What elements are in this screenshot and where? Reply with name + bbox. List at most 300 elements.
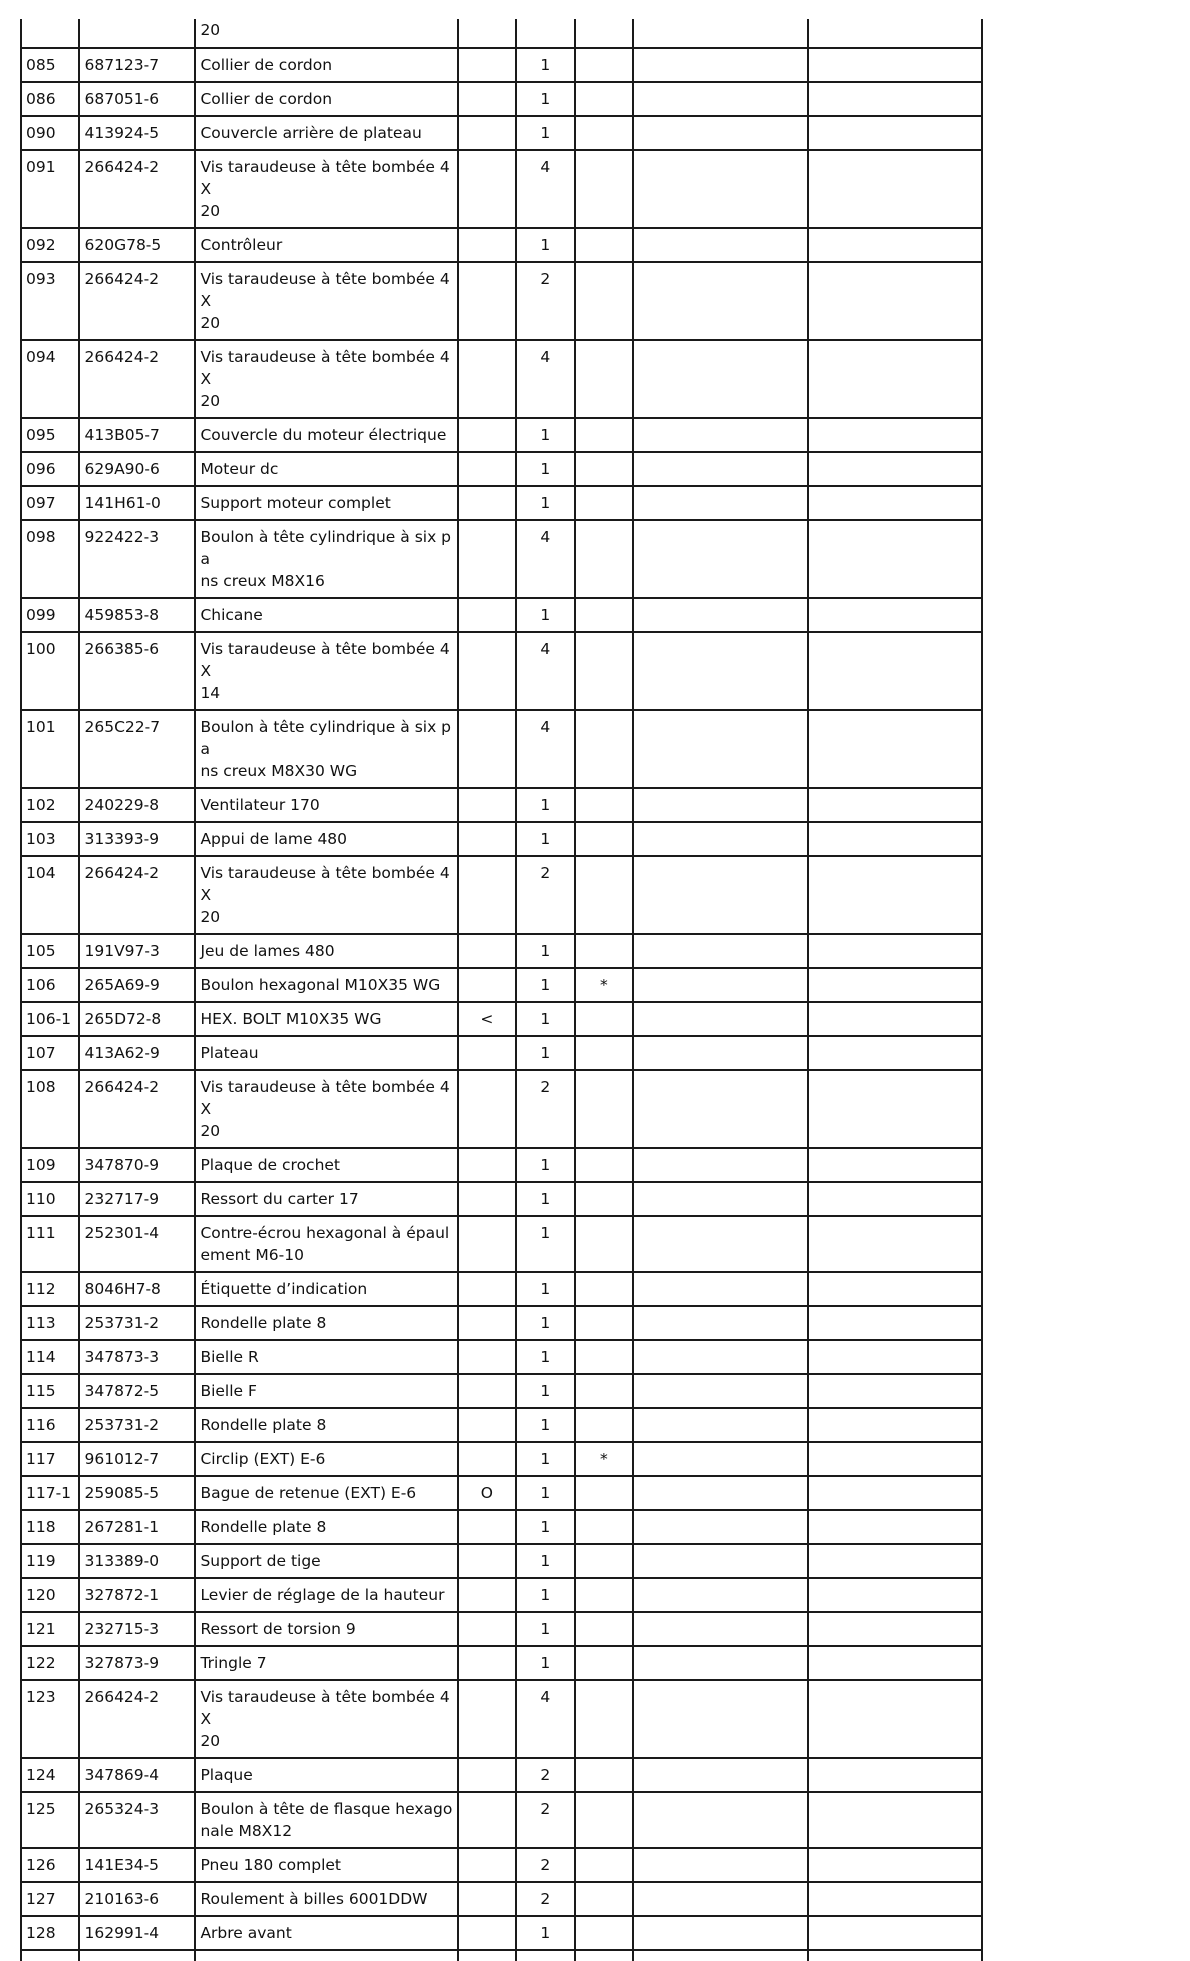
note-cell [575, 934, 633, 968]
blank-cell [633, 1476, 807, 1510]
blank-cell [633, 968, 807, 1002]
quantity-cell: 2 [516, 262, 574, 340]
item-number-cell: 086 [21, 82, 79, 116]
item-number-cell: 126 [21, 1848, 79, 1882]
blank-cell [633, 150, 807, 228]
note-cell [575, 1272, 633, 1306]
part-number-cell: 347869-4 [79, 1758, 195, 1792]
description-cell: Vis taraudeuse à tête bombée 4X 20 [195, 150, 457, 228]
blank-cell [808, 1578, 983, 1612]
note-cell: * [575, 968, 633, 1002]
quantity-cell: 1 [516, 788, 574, 822]
item-number-cell: 091 [21, 150, 79, 228]
table-row [21, 116, 982, 150]
quantity-cell: 1 [516, 1374, 574, 1408]
quantity-cell: 1 [516, 116, 574, 150]
quantity-cell: 1 [516, 1578, 574, 1612]
parts-table [20, 19, 983, 1961]
table-row [21, 228, 982, 262]
table-row [21, 418, 982, 452]
blank-cell [808, 968, 983, 1002]
table-row [21, 822, 982, 856]
flag-cell [458, 150, 516, 228]
quantity-cell: 1 [516, 1216, 574, 1272]
blank-cell [808, 856, 983, 934]
blank-cell [808, 934, 983, 968]
blank-cell [808, 1374, 983, 1408]
quantity-cell: 1 [516, 1476, 574, 1510]
description-cell: Étiquette d’indication [195, 1272, 457, 1306]
quantity-cell: 1 [516, 82, 574, 116]
description-cell: Appui de lame 480 [195, 822, 457, 856]
description-cell: Arbre avant [195, 1916, 457, 1950]
empty-cell [808, 1950, 983, 1961]
empty-cell [633, 1950, 807, 1961]
note-cell [575, 1646, 633, 1680]
blank-cell [633, 1070, 807, 1148]
item-number-cell: 128 [21, 1916, 79, 1950]
note-cell [575, 1306, 633, 1340]
description-cell: Vis taraudeuse à tête bombée 4X 20 [195, 262, 457, 340]
blank-cell [633, 1848, 807, 1882]
blank-cell [808, 1646, 983, 1680]
flag-cell [458, 520, 516, 598]
blank-cell [633, 486, 807, 520]
table-row [21, 934, 982, 968]
part-number-cell: 922422-3 [79, 520, 195, 598]
empty-cell [458, 1950, 516, 1961]
blank-cell [808, 1848, 983, 1882]
flag-cell [458, 1306, 516, 1340]
item-number-cell: 117 [21, 1442, 79, 1476]
part-number-cell: 327872-1 [79, 1578, 195, 1612]
item-number-cell [21, 19, 79, 48]
empty-cell [195, 1950, 457, 1961]
description-cell: Boulon à tête cylindrique à six pa ns creux M8X30 WG [195, 710, 457, 788]
flag-cell [458, 48, 516, 82]
table-row [21, 968, 982, 1002]
note-cell [575, 82, 633, 116]
flag-cell [458, 1374, 516, 1408]
item-number-cell: 117-1 [21, 1476, 79, 1510]
flag-cell [458, 116, 516, 150]
item-number-cell: 110 [21, 1182, 79, 1216]
blank-cell [808, 1182, 983, 1216]
description-cell: Bielle R [195, 1340, 457, 1374]
blank-cell [633, 48, 807, 82]
table-row [21, 1070, 982, 1148]
blank-cell [808, 1272, 983, 1306]
description-cell: Support de tige [195, 1544, 457, 1578]
flag-cell [458, 340, 516, 418]
note-cell [575, 262, 633, 340]
item-number-cell: 127 [21, 1882, 79, 1916]
blank-cell [633, 262, 807, 340]
blank-cell [633, 598, 807, 632]
table-row [21, 452, 982, 486]
description-cell: Ressort du carter 17 [195, 1182, 457, 1216]
note-cell [575, 418, 633, 452]
blank-cell [808, 1340, 983, 1374]
quantity-cell: 1 [516, 1510, 574, 1544]
note-cell [575, 1070, 633, 1148]
note-cell [575, 150, 633, 228]
blank-cell [633, 82, 807, 116]
quantity-cell: 1 [516, 1148, 574, 1182]
description-cell: Ressort de torsion 9 [195, 1612, 457, 1646]
table-row [21, 1680, 982, 1758]
blank-cell [633, 1442, 807, 1476]
item-number-cell: 116 [21, 1408, 79, 1442]
quantity-cell: 1 [516, 1036, 574, 1070]
part-number-cell [79, 19, 195, 48]
blank-cell [808, 486, 983, 520]
flag-cell [458, 1272, 516, 1306]
quantity-cell: 1 [516, 1408, 574, 1442]
description-cell: Levier de réglage de la hauteur [195, 1578, 457, 1612]
table-row [21, 1148, 982, 1182]
flag-cell [458, 1848, 516, 1882]
quantity-cell: 1 [516, 228, 574, 262]
table-row [21, 1544, 982, 1578]
flag-cell [458, 1036, 516, 1070]
note-cell [575, 1408, 633, 1442]
blank-cell [633, 934, 807, 968]
item-number-cell: 096 [21, 452, 79, 486]
quantity-cell: 1 [516, 822, 574, 856]
note-cell [575, 598, 633, 632]
blank-cell [808, 82, 983, 116]
item-number-cell: 100 [21, 632, 79, 710]
table-row [21, 1408, 982, 1442]
note-cell [575, 452, 633, 486]
item-number-cell: 114 [21, 1340, 79, 1374]
description-cell: Rondelle plate 8 [195, 1408, 457, 1442]
flag-cell [458, 1148, 516, 1182]
blank-cell [808, 48, 983, 82]
item-number-cell: 119 [21, 1544, 79, 1578]
item-number-cell: 095 [21, 418, 79, 452]
note-cell [575, 486, 633, 520]
blank-cell [633, 1510, 807, 1544]
blank-cell [808, 1216, 983, 1272]
description-cell: Moteur dc [195, 452, 457, 486]
item-number-cell: 103 [21, 822, 79, 856]
note-cell [575, 228, 633, 262]
table-row [21, 1216, 982, 1272]
part-number-cell: 347873-3 [79, 1340, 195, 1374]
part-number-cell: 267281-1 [79, 1510, 195, 1544]
table-row [21, 1882, 982, 1916]
description-cell: Rondelle plate 8 [195, 1306, 457, 1340]
flag-cell [458, 1646, 516, 1680]
flag-cell [458, 1510, 516, 1544]
table-row [21, 1646, 982, 1680]
blank-cell [633, 452, 807, 486]
part-number-cell: 266424-2 [79, 262, 195, 340]
blank-cell [633, 520, 807, 598]
item-number-cell: 115 [21, 1374, 79, 1408]
table-row [21, 520, 982, 598]
item-number-cell: 092 [21, 228, 79, 262]
item-number-cell: 109 [21, 1148, 79, 1182]
quantity-cell: 1 [516, 1182, 574, 1216]
flag-cell [458, 1070, 516, 1148]
part-number-cell: 327873-9 [79, 1646, 195, 1680]
quantity-cell: 1 [516, 598, 574, 632]
quantity-cell: 4 [516, 1680, 574, 1758]
flag-cell [458, 934, 516, 968]
blank-cell [808, 1916, 983, 1950]
flag-cell [458, 19, 516, 48]
table-row [21, 1442, 982, 1476]
blank-cell [808, 1070, 983, 1148]
note-cell [575, 1002, 633, 1036]
part-number-cell: 687051-6 [79, 82, 195, 116]
note-cell [575, 1882, 633, 1916]
note-cell [575, 1680, 633, 1758]
description-cell: Collier de cordon [195, 82, 457, 116]
note-cell [575, 19, 633, 48]
part-number-cell: 265A69-9 [79, 968, 195, 1002]
flag-cell [458, 1882, 516, 1916]
description-cell: Chicane [195, 598, 457, 632]
table-row [21, 632, 982, 710]
description-cell: Contrôleur [195, 228, 457, 262]
blank-cell [633, 340, 807, 418]
quantity-cell: 1 [516, 934, 574, 968]
item-number-cell: 099 [21, 598, 79, 632]
quantity-cell: 1 [516, 48, 574, 82]
item-number-cell: 120 [21, 1578, 79, 1612]
description-cell: Vis taraudeuse à tête bombée 4X 20 [195, 340, 457, 418]
quantity-cell: 1 [516, 418, 574, 452]
table-row [21, 1272, 982, 1306]
description-cell: Plaque de crochet [195, 1148, 457, 1182]
part-number-cell: 232717-9 [79, 1182, 195, 1216]
table-row [21, 1476, 982, 1510]
flag-cell [458, 822, 516, 856]
item-number-cell: 125 [21, 1792, 79, 1848]
description-cell: Collier de cordon [195, 48, 457, 82]
flag-cell [458, 598, 516, 632]
description-cell: 20 [195, 19, 457, 48]
part-number-cell: 141H61-0 [79, 486, 195, 520]
description-cell: Bague de retenue (EXT) E-6 [195, 1476, 457, 1510]
description-cell: Rondelle plate 8 [195, 1510, 457, 1544]
quantity-cell [516, 19, 574, 48]
blank-cell [808, 1036, 983, 1070]
flag-cell [458, 856, 516, 934]
quantity-cell: 1 [516, 1442, 574, 1476]
flag-cell [458, 1182, 516, 1216]
blank-cell [633, 1306, 807, 1340]
note-cell [575, 1340, 633, 1374]
blank-cell [808, 788, 983, 822]
quantity-cell: 1 [516, 486, 574, 520]
quantity-cell: 2 [516, 1070, 574, 1148]
blank-cell [808, 1442, 983, 1476]
quantity-cell: 1 [516, 1916, 574, 1950]
blank-cell [633, 632, 807, 710]
note-cell [575, 788, 633, 822]
quantity-cell: 4 [516, 150, 574, 228]
item-number-cell: 098 [21, 520, 79, 598]
note-cell [575, 48, 633, 82]
flag-cell [458, 1612, 516, 1646]
quantity-cell: 4 [516, 632, 574, 710]
blank-cell [633, 1340, 807, 1374]
blank-cell [808, 1002, 983, 1036]
blank-cell [808, 710, 983, 788]
part-number-cell: 266424-2 [79, 150, 195, 228]
item-number-cell: 094 [21, 340, 79, 418]
blank-cell [633, 1272, 807, 1306]
item-number-cell: 102 [21, 788, 79, 822]
item-number-cell: 106 [21, 968, 79, 1002]
flag-cell: O [458, 1476, 516, 1510]
blank-cell [633, 1036, 807, 1070]
part-number-cell: 347870-9 [79, 1148, 195, 1182]
blank-cell [633, 856, 807, 934]
quantity-cell: 2 [516, 856, 574, 934]
note-cell [575, 822, 633, 856]
flag-cell [458, 1216, 516, 1272]
quantity-cell: 2 [516, 1882, 574, 1916]
parts-list-page [20, 19, 983, 1961]
empty-cell [79, 1950, 195, 1961]
table-row [21, 1578, 982, 1612]
description-cell: Vis taraudeuse à tête bombée 4X 20 [195, 1070, 457, 1148]
table-row [21, 150, 982, 228]
part-number-cell: 253731-2 [79, 1306, 195, 1340]
part-number-cell: 459853-8 [79, 598, 195, 632]
flag-cell [458, 82, 516, 116]
part-number-cell: 313389-0 [79, 1544, 195, 1578]
part-number-cell: 266424-2 [79, 856, 195, 934]
part-number-cell: 265D72-8 [79, 1002, 195, 1036]
part-number-cell: 266424-2 [79, 340, 195, 418]
description-cell: Boulon hexagonal M10X35 WG [195, 968, 457, 1002]
note-cell [575, 1216, 633, 1272]
table-row [21, 340, 982, 418]
table-row [21, 1306, 982, 1340]
note-cell [575, 1792, 633, 1848]
table-row [21, 1510, 982, 1544]
description-cell: Couvercle arrière de plateau [195, 116, 457, 150]
blank-cell [633, 822, 807, 856]
part-number-cell: 253731-2 [79, 1408, 195, 1442]
blank-cell [808, 1408, 983, 1442]
part-number-cell: 413B05-7 [79, 418, 195, 452]
blank-cell [808, 1792, 983, 1848]
blank-cell [808, 1758, 983, 1792]
item-number-cell: 105 [21, 934, 79, 968]
description-cell: Pneu 180 complet [195, 1848, 457, 1882]
description-cell: Roulement à billes 6001DDW [195, 1882, 457, 1916]
flag-cell [458, 1544, 516, 1578]
flag-cell [458, 228, 516, 262]
blank-cell [808, 262, 983, 340]
blank-cell [808, 1680, 983, 1758]
parts-table-body [21, 19, 982, 1961]
note-cell: * [575, 1442, 633, 1476]
part-number-cell: 413924-5 [79, 116, 195, 150]
table-row [21, 1374, 982, 1408]
blank-cell [633, 228, 807, 262]
flag-cell [458, 788, 516, 822]
quantity-cell: 1 [516, 1340, 574, 1374]
description-cell: Vis taraudeuse à tête bombée 4X 20 [195, 856, 457, 934]
table-row [21, 788, 982, 822]
blank-cell [808, 1612, 983, 1646]
quantity-cell: 2 [516, 1758, 574, 1792]
part-number-cell: 240229-8 [79, 788, 195, 822]
table-row [21, 1916, 982, 1950]
description-cell: Plaque [195, 1758, 457, 1792]
table-row [21, 486, 982, 520]
item-number-cell: 106-1 [21, 1002, 79, 1036]
item-number-cell: 093 [21, 262, 79, 340]
note-cell [575, 1848, 633, 1882]
blank-cell [808, 1476, 983, 1510]
part-number-cell: 259085-5 [79, 1476, 195, 1510]
note-cell [575, 1510, 633, 1544]
blank-cell [633, 1680, 807, 1758]
table-row [21, 856, 982, 934]
item-number-cell: 090 [21, 116, 79, 150]
part-number-cell: 210163-6 [79, 1882, 195, 1916]
description-cell: Bielle F [195, 1374, 457, 1408]
item-number-cell: 085 [21, 48, 79, 82]
table-row [21, 1792, 982, 1848]
part-number-cell: 620G78-5 [79, 228, 195, 262]
flag-cell: < [458, 1002, 516, 1036]
blank-cell [633, 19, 807, 48]
empty-cell [575, 1950, 633, 1961]
note-cell [575, 1148, 633, 1182]
note-cell [575, 1544, 633, 1578]
note-cell [575, 116, 633, 150]
note-cell [575, 520, 633, 598]
flag-cell [458, 486, 516, 520]
blank-cell [633, 1578, 807, 1612]
quantity-cell: 1 [516, 452, 574, 486]
note-cell [575, 1578, 633, 1612]
table-row [21, 598, 982, 632]
blank-cell [633, 1374, 807, 1408]
blank-cell [808, 520, 983, 598]
note-cell [575, 856, 633, 934]
note-cell [575, 1916, 633, 1950]
flag-cell [458, 262, 516, 340]
item-number-cell: 124 [21, 1758, 79, 1792]
blank-cell [808, 452, 983, 486]
blank-cell [808, 1510, 983, 1544]
flag-cell [458, 1792, 516, 1848]
blank-cell [808, 1306, 983, 1340]
description-cell: HEX. BOLT M10X35 WG [195, 1002, 457, 1036]
blank-cell [633, 1544, 807, 1578]
part-number-cell: 629A90-6 [79, 452, 195, 486]
quantity-cell: 1 [516, 968, 574, 1002]
description-cell: Ventilateur 170 [195, 788, 457, 822]
blank-cell [633, 1002, 807, 1036]
blank-cell [808, 19, 983, 48]
flag-cell [458, 710, 516, 788]
description-cell: Vis taraudeuse à tête bombée 4X 20 [195, 1680, 457, 1758]
table-row [21, 262, 982, 340]
